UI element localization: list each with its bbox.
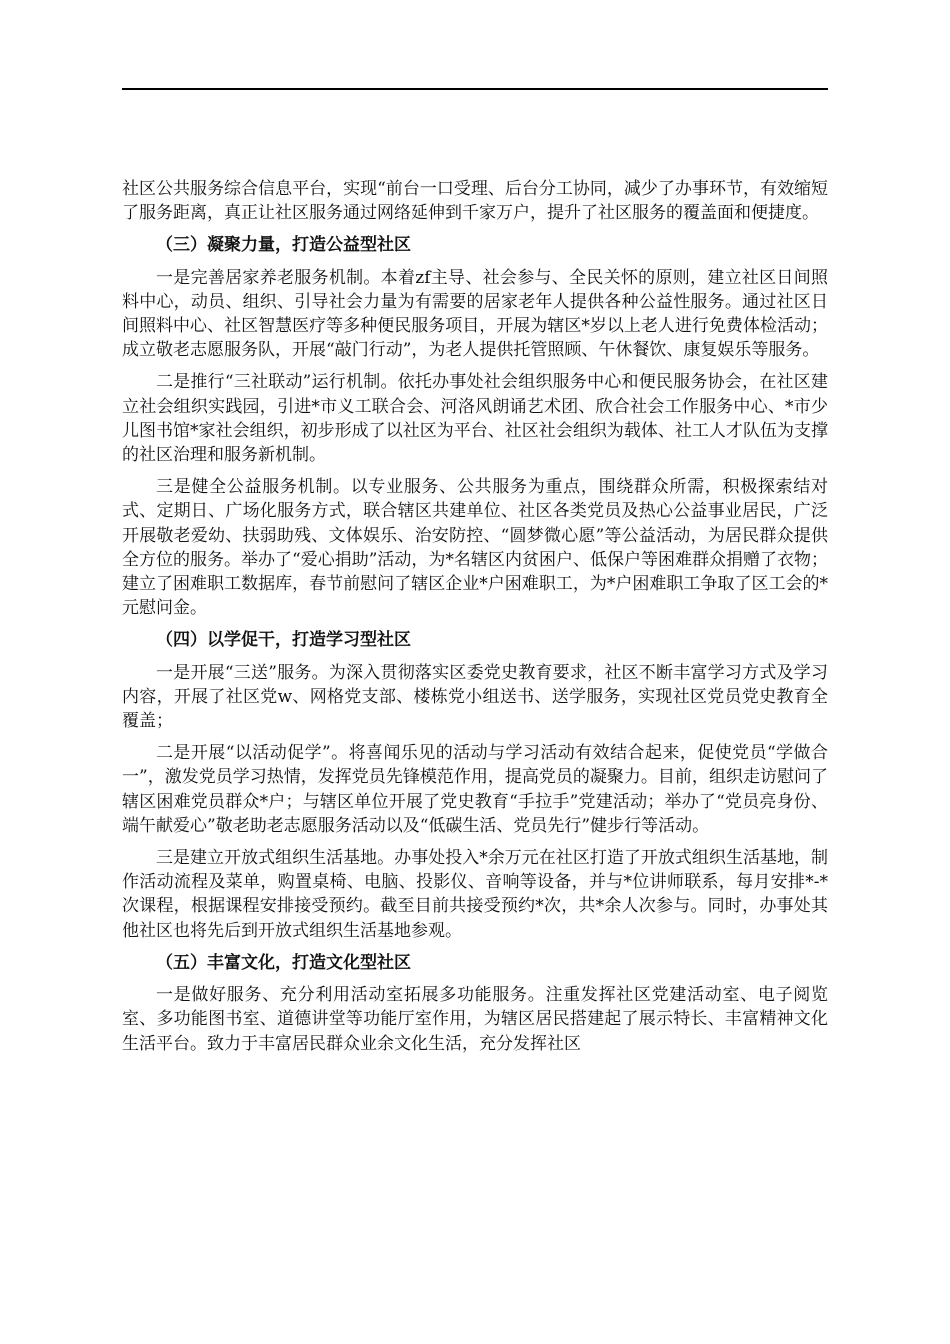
document-body [122, 177, 828, 1064]
section-heading: （五）丰富文化，打造文化型社区 [156, 952, 411, 973]
section-heading: （四）以学促干，打造学习型社区 [156, 630, 411, 651]
paragraph: 二是开展“以活动促学”。将喜闻乐见的活动与学习活动有效结合起来，促使党员“学做合一”，激发党员学习热情，发挥党员先锋模范作用，提高党员的凝聚力。目前，组织走访慰问了辖区困难党员群众*户；与辖区单位开展了党史教育“手拉手”党建活动；举办了“党员亮身份、端午献爱心”敬老助老志愿服务活动以及“低碳生活、党员先行”健步行等活动。 [122, 743, 828, 836]
paragraph: 二是推行“三社联动”运行机制。依托办事处社会组织服务中心和便民服务协会，在社区建立社会组织实践园，引进*市义工联合会、河洛风朗诵艺术团、欣合社会工作服务中心、*市少儿图书馆*家社会组织，初步形成了以社区为平台、社区社会组织为载体、社工人才队伍为支撑的社区治理和服务新机制。 [122, 372, 828, 466]
paragraph: 一是完善居家养老服务机制。本着zf主导、社会参与、全民关怀的原则，建立社区日间照料中心，动员、组织、引导社会力量为有需要的居家老年人提供各种公益性服务。通过社区日间照料中心、社区智慧医疗等多种便民服务项目，开展为辖区*岁以上老人进行免费体检活动；成立敬老志愿服务队，开展“敲门行动”，为老人提供托管照顾、午休餐饮、康复娱乐等服务。 [122, 267, 828, 361]
header-rule [122, 88, 828, 90]
paragraph: 一是做好服务、充分利用活动室拓展多功能服务。注重发挥社区党建活动室、电子阅览室、多功能图书室、道德讲堂等功能厅室作用，为辖区居民搭建起了展示特长、丰富精神文化生活平台。致力于丰富居民群众业余文化生活，充分发挥社区 [122, 985, 828, 1054]
paragraph: 三是健全公益服务机制。以专业服务、公共服务为重点，围绕群众所需，积极探索结对式、定期日、广场化服务方式，联合辖区共建单位、社区各类党员及热心公益事业居民，广泛开展敬老爱幼、扶弱助残、文体娱乐、治安防控、“圆梦微心愿”等公益活动，为居民群众提供全方位的服务。举办了“爱心捐助”活动，为*名辖区内贫困户、低保户等困难群众捐赠了衣物；建立了困难职工数据库，春节前慰问了辖区企业*户困难职工，为*户困难职工争取了区工会的*元慰问金。 [122, 477, 828, 619]
paragraph: 社区公共服务综合信息平台，实现“前台一口受理、后台分工协同，减少了办事环节，有效缩短了服务距离，真正让社区服务通过网络延伸到千家万户，提升了社区服务的覆盖面和便捷度。 [122, 179, 828, 224]
section-heading: （三）凝聚力量，打造公益型社区 [156, 235, 411, 256]
paragraph: 一是开展“三送”服务。为深入贯彻落实区委党史教育要求，社区不断丰富学习方式及学习内容，开展了社区党w、网格党支部、楼栋党小组送书、送学服务，实现社区党员党史教育全覆盖； [122, 662, 828, 732]
paragraph: 三是建立开放式组织生活基地。办事处投入*余万元在社区打造了开放式组织生活基地，制作活动流程及菜单，购置桌椅、电脑、投影仪、音响等设备，并与*位讲师联系，每月安排*-*次课程，根据课程安排接受预约。截至目前共接受预约*次，共*余人次参与。同时，办事处其他社区也将先后到开放式组织生活基地参观。 [122, 848, 828, 941]
